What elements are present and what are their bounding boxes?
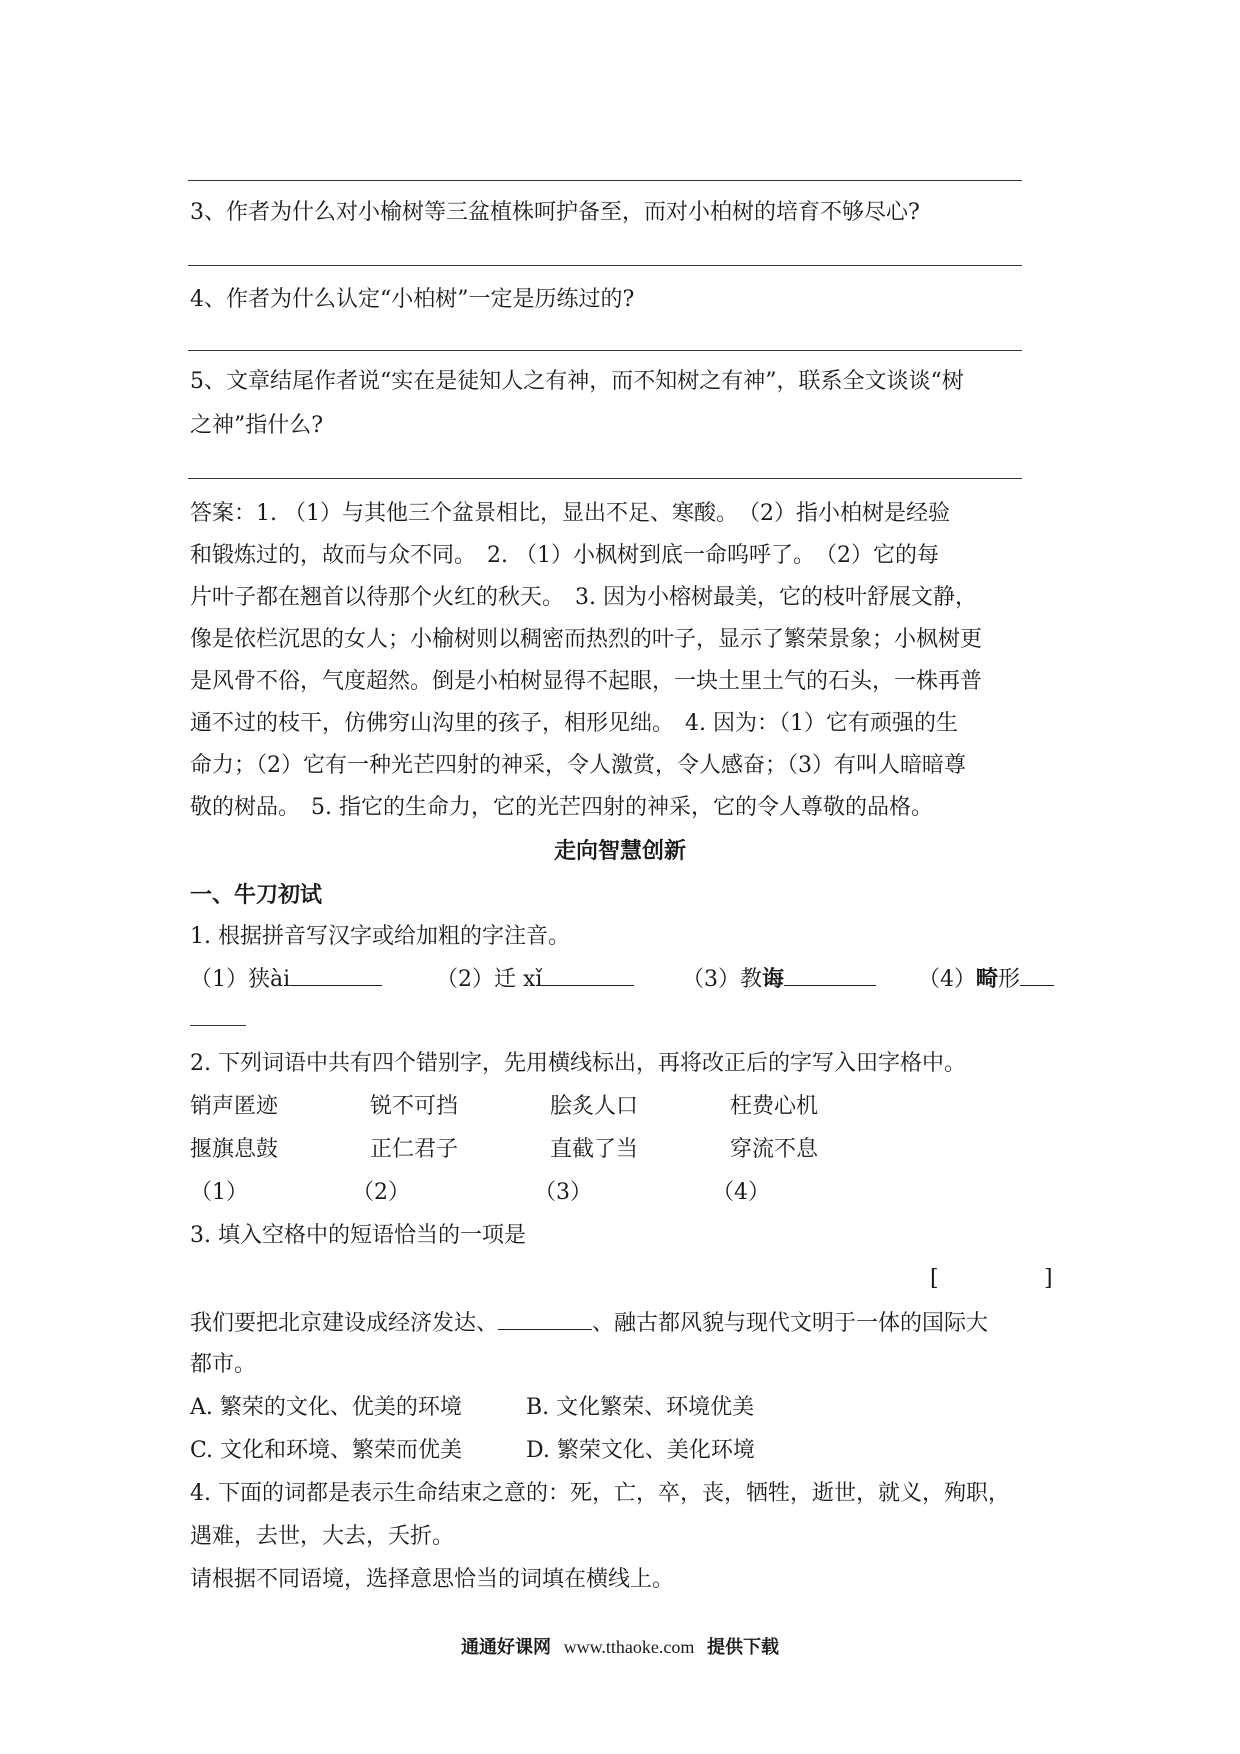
blank-line[interactable] [542,963,634,986]
blank-line[interactable] [498,1307,592,1330]
q3-sentence-line1: 我们要把北京建设成经济发达、 、融古都风貌与现代文明于一体的国际大 [190,1307,988,1339]
answer-line [188,478,1022,479]
answer-slot-label: （3） [534,1180,592,1205]
word-item: 正仁君子 [370,1137,459,1162]
answer-bracket-left: [ [930,1266,939,1291]
answer-line-text: 答案：1. （1）与其他三个盆景相比，显出不足、寒酸。 （2）指小柏树是经验 [190,501,950,526]
answer-line [188,265,1022,266]
word-item: 锐不可挡 [370,1094,459,1119]
part-one-title: 一、牛刀初试 [190,882,323,908]
blank-line[interactable] [290,963,382,986]
option-c[interactable]: C. 文化和环境、繁荣而优美 [190,1438,463,1463]
q1-item-4: （4）畸形 [918,963,1054,995]
q3-prompt: 3. 填入空格中的短语恰当的一项是 [190,1223,526,1248]
blank-line-continued [190,1025,246,1026]
word-item: 直截了当 [550,1137,639,1162]
q1-item-3: （3）教诲 [682,963,876,995]
answer-line [188,350,1022,351]
q2-prompt: 2. 下列词语中共有四个错别字，先用横线标出，再将改正后的字写入田字格中。 [190,1051,966,1076]
q4-line3: 请根据不同语境，选择意思恰当的词填在横线上。 [190,1567,675,1592]
answer-line-text: 命力；（2）它有一种光芒四射的神采，令人激赏，令人感奋；（3）有叫人暗暗尊 [190,753,966,778]
blank-line[interactable] [784,963,876,986]
question-5-line1: 5、文章结尾作者说“实在是徒知人之有神，而不知树之有神”，联系全文谈谈“树 [190,369,964,394]
question-4: 4、作者为什么认定“小柏树”一定是历练过的? [190,287,635,312]
question-5-line2: 之神”指什么? [190,413,324,438]
q3-sentence-line2: 都市。 [190,1352,257,1377]
q4-line2: 遇难，去世，大去，夭折。 [190,1524,455,1549]
answer-line-text: 通不过的枝干，仿佛穷山沟里的孩子，相形见绌。 4. 因为：（1）它有顽强的生 [190,711,958,736]
answer-slot-label: （2） [352,1180,410,1205]
page-footer: 通通好课网 www.tthaoke.com 提供下载 [461,1637,779,1658]
blank-line[interactable] [1020,963,1054,986]
option-a[interactable]: A. 繁荣的文化、优美的环境 [190,1395,462,1420]
answer-block [190,493,1060,829]
word-item: 揠旗息鼓 [190,1137,279,1162]
word-item: 穿流不息 [730,1137,819,1162]
word-item: 枉费心机 [730,1094,819,1119]
word-item: 销声匿迹 [190,1094,279,1119]
answer-line [188,180,1022,181]
answer-bracket-right: ] [1044,1266,1053,1291]
word-item: 脍炙人口 [550,1094,639,1119]
footer-url[interactable]: www.tthaoke.com [563,1637,695,1657]
answer-line-text: 敬的树品。 5. 指它的生命力，它的光芒四射的神采，它的令人尊敬的品格。 [190,795,933,820]
q1-item-1: （1）狭ài [190,963,382,995]
q1-prompt: 1. 根据拼音写汉字或给加粗的字注音。 [190,924,570,949]
answer-line-text: 是风骨不俗，气度超然。倒是小柏树显得不起眼，一块土里土气的石头，一株再普 [190,669,983,694]
section-title: 走向智慧创新 [553,838,686,864]
answer-line-text: 像是依栏沉思的女人；小榆树则以稠密而热烈的叶子，显示了繁荣景象；小枫树更 [190,627,983,652]
option-b[interactable]: B. 文化繁荣、环境优美 [526,1395,755,1420]
option-d[interactable]: D. 繁荣文化、美化环境 [526,1438,755,1463]
q4-line1: 4. 下面的词都是表示生命结束之意的：死，亡，卒，丧，牺牲，逝世，就义，殉职， [190,1481,1010,1506]
question-3: 3、作者为什么对小榆树等三盆植株呵护备至，而对小柏树的培育不够尽心? [190,200,920,225]
answer-slot-label: （4） [712,1180,770,1205]
answer-slot-label: （1） [190,1180,248,1205]
answer-line-text: 片叶子都在翘首以待那个火红的秋天。 3. 因为小榕树最美，它的枝叶舒展文静， [190,585,977,610]
q1-item-2: （2）迁 xǐ [436,963,634,995]
answer-line-text: 和锻炼过的，故而与众不同。 2. （1）小枫树到底一命呜呼了。 （2）它的每 [190,543,939,568]
